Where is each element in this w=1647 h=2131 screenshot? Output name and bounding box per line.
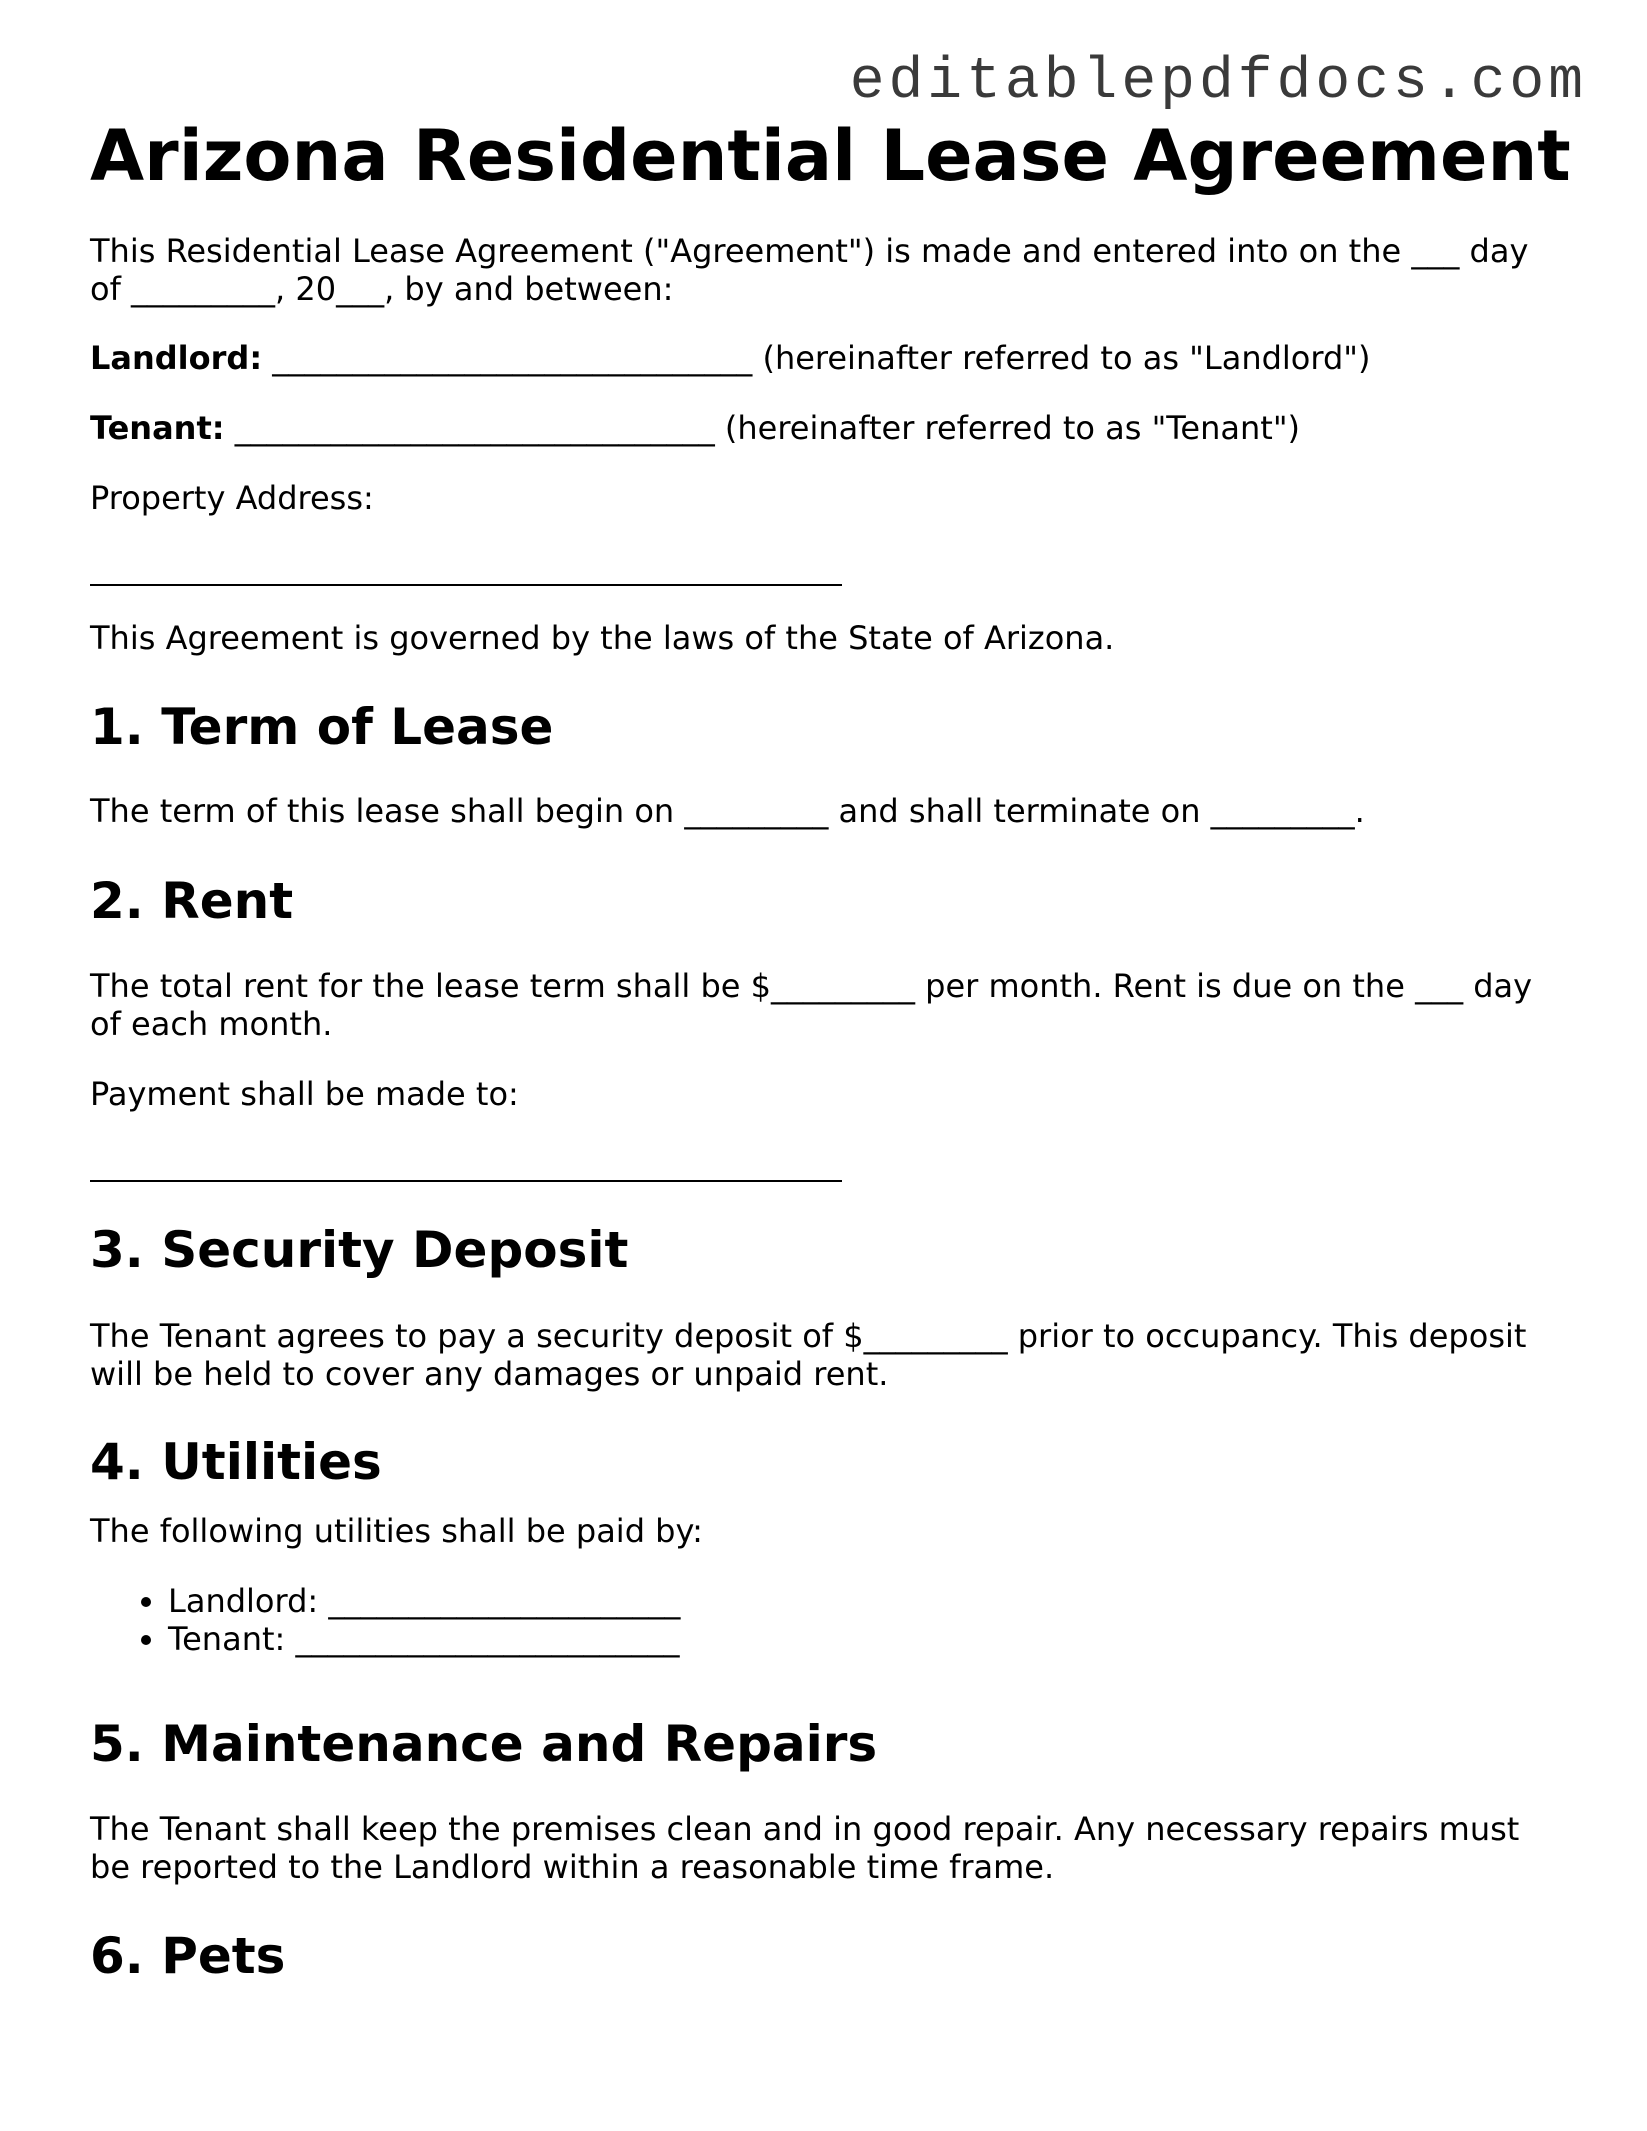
section-term-heading: 1. Term of Lease	[90, 698, 554, 756]
section-term-text: The term of this lease shall begin on _________ and shall terminate on _________.	[90, 792, 1365, 830]
section-term-body	[90, 792, 1560, 830]
payment-label	[90, 1075, 1560, 1113]
intro-paragraph	[90, 232, 1560, 308]
utilities-list	[90, 1582, 680, 1658]
section-rent-body	[90, 967, 1560, 1043]
intro-line-2: of _________, 20___, by and between:	[90, 270, 674, 308]
landlord-label: Landlord:	[90, 339, 263, 377]
document-title: Arizona Residential Lease Agreement	[90, 115, 1571, 197]
section-rent-line-2: of each month.	[90, 1005, 333, 1043]
section-rent-line-1: The total rent for the lease term shall be $_________ per month. Rent is due on the ___ day	[90, 967, 1533, 1005]
property-address-rule	[90, 584, 842, 586]
tenant-field-text: ______________________________ (hereinafter referred to as "Tenant")	[224, 409, 1301, 447]
intro-line-1: This Residential Lease Agreement ("Agreement") is made and entered into on the ___ day	[90, 232, 1529, 270]
section-utilities-intro	[90, 1512, 1560, 1550]
property-address-label	[90, 479, 1560, 517]
tenant-line	[90, 409, 1560, 447]
governing-law	[90, 619, 1560, 657]
section-maintenance-heading: 5. Maintenance and Repairs	[90, 1715, 878, 1773]
landlord-line	[90, 339, 1560, 377]
list-item: • Tenant: ________________________	[168, 1620, 680, 1658]
governing-law-text: This Agreement is governed by the laws of the State of Arizona.	[90, 619, 1115, 657]
list-item: • Landlord: ______________________	[168, 1582, 680, 1620]
section-rent-heading: 2. Rent	[90, 872, 294, 930]
section-maintenance-line-1: The Tenant shall keep the premises clean and in good repair. Any necessary repairs must	[90, 1810, 1520, 1848]
payment-label-text: Payment shall be made to:	[90, 1075, 519, 1113]
section-maintenance-line-2: be reported to the Landlord within a reasonable time frame.	[90, 1848, 1055, 1886]
section-deposit-body	[90, 1317, 1560, 1393]
tenant-label: Tenant:	[90, 409, 225, 447]
landlord-field-text: ______________________________ (hereinafter referred to as "Landlord")	[262, 339, 1371, 377]
section-pets-heading: 6. Pets	[90, 1927, 286, 1985]
watermark: editablepdfdocs.com	[849, 50, 1587, 115]
payment-rule	[90, 1180, 842, 1182]
section-maintenance-body	[90, 1810, 1560, 1886]
property-address-text: Property Address:	[90, 479, 374, 517]
section-utilities-intro-text: The following utilities shall be paid by:	[90, 1512, 703, 1550]
section-deposit-line-2: will be held to cover any damages or unpaid rent.	[90, 1355, 889, 1393]
section-deposit-heading: 3. Security Deposit	[90, 1221, 629, 1279]
section-deposit-line-1: The Tenant agrees to pay a security deposit of $_________ prior to occupancy. This deposit	[90, 1317, 1527, 1355]
section-utilities-heading: 4. Utilities	[90, 1433, 382, 1491]
